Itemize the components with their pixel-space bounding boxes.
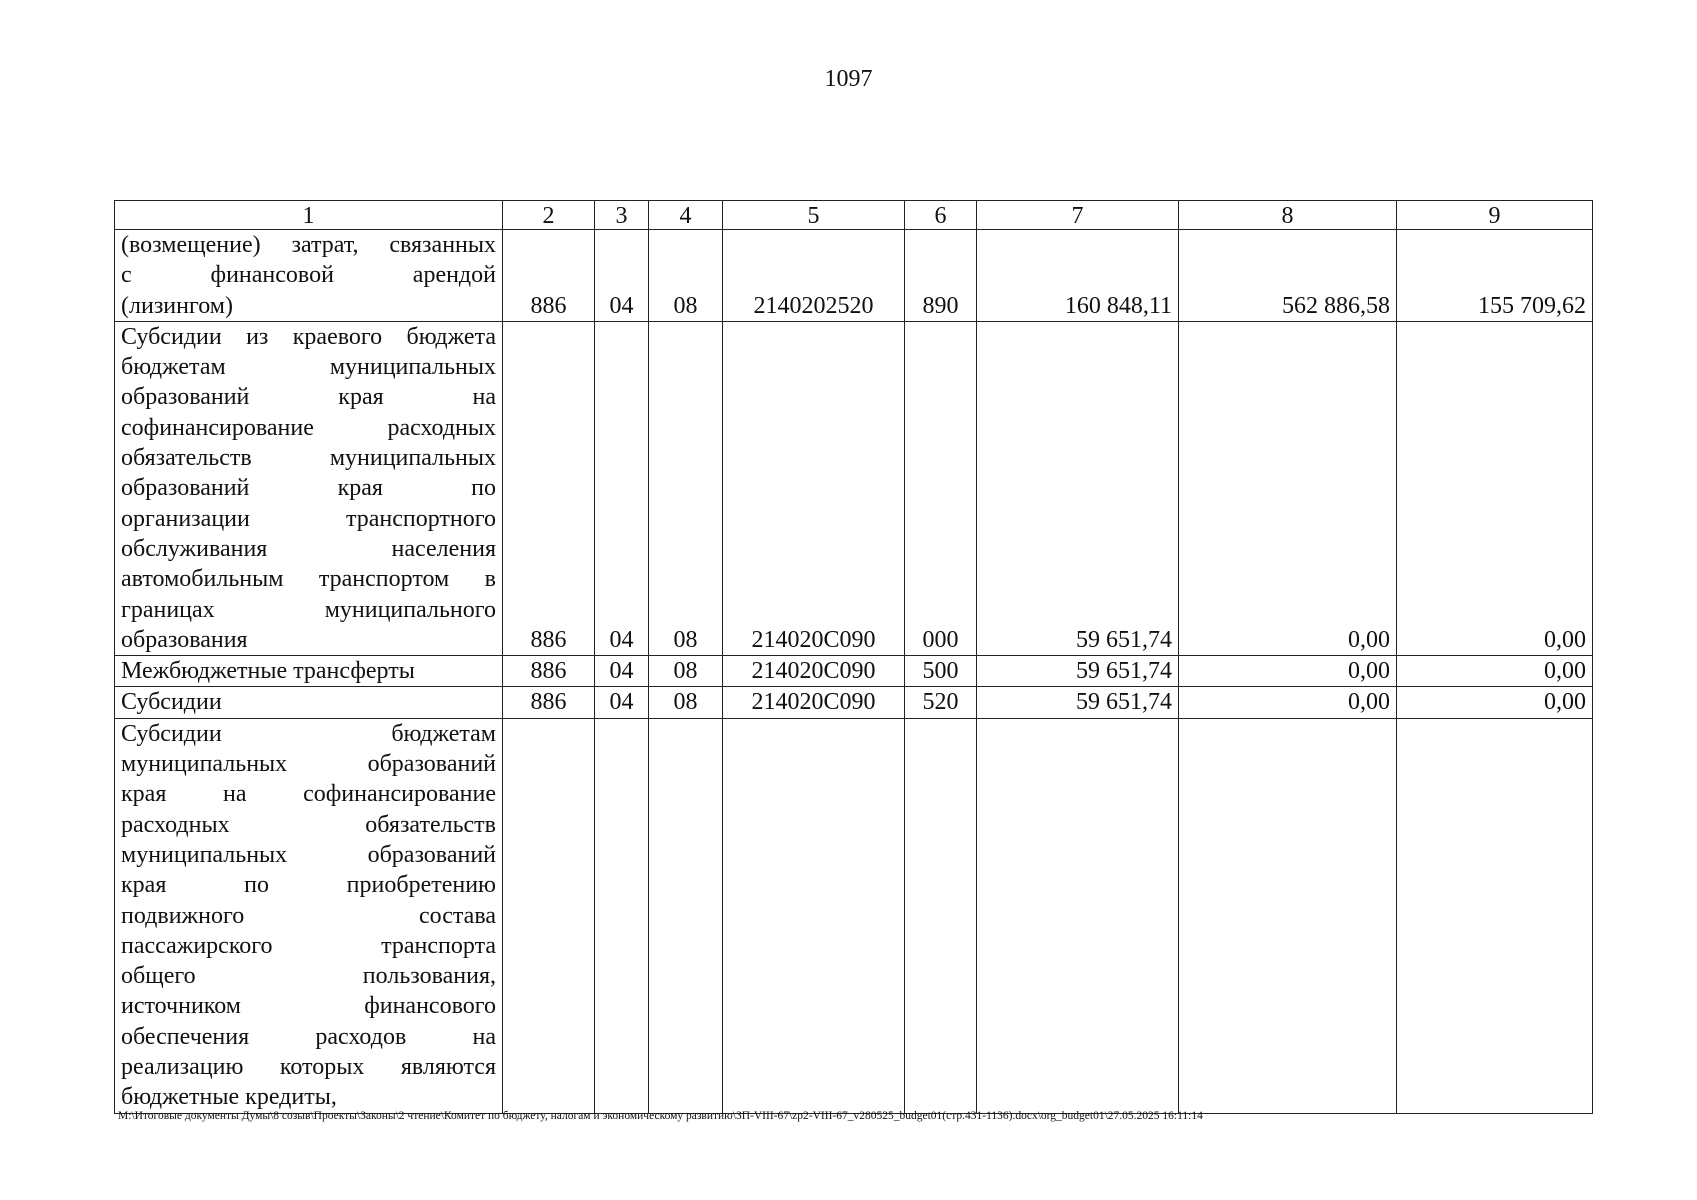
cell-subsection-code: 08 [649,230,723,322]
cell-target-article: 214020С090 [723,687,905,718]
cell-amount-col7: 59 651,74 [977,656,1179,687]
cell-expense-type: 520 [905,687,977,718]
row-description [115,687,503,718]
cell-section-code: 04 [595,230,649,322]
description-line: образования [121,626,248,653]
table-row [115,230,1593,322]
table-row [115,718,1593,1113]
row-description [115,321,503,655]
description-line: автомобильным транспортом в [121,566,496,593]
row-description [115,230,503,322]
header-col-9: 9 [1397,201,1593,230]
cell-amount-col8: 562 886,58 [1179,230,1397,322]
description-line: пассажирского транспорта [121,932,496,959]
description-line: организации транспортного [121,505,496,532]
cell-ministry-code: 886 [503,687,595,718]
page-number: 1097 [824,66,873,92]
cell-amount-col7: 59 651,74 [977,321,1179,655]
budget-table [114,200,1593,1114]
cell-expense-type: 000 [905,321,977,655]
header-col-7: 7 [977,201,1179,230]
description-line: муниципальных образований [121,841,496,868]
description-line: образований края по [121,475,496,502]
cell-target-article: 2140202520 [723,230,905,322]
description-line: края на софинансирование [121,781,496,808]
description-line: Субсидии бюджетам [121,720,496,747]
description-line: обязательств муниципальных [121,445,496,472]
cell-ministry-code: 886 [503,321,595,655]
row-description [115,656,503,687]
cell-amount-col9: 0,00 [1397,687,1593,718]
description-line: с финансовой арендой [121,262,496,289]
table-row [115,656,1593,687]
cell-section-code: 04 [595,656,649,687]
description-line: софинансирование расходных [121,414,496,441]
description-line: Субсидии [121,689,222,716]
header-col-1: 1 [115,201,503,230]
cell-amount-col7: 59 651,74 [977,687,1179,718]
table-body [115,230,1593,1114]
header-col-6: 6 [905,201,977,230]
description-line: подвижного состава [121,902,496,929]
header-row [115,201,1593,230]
cell-expense-type: 890 [905,230,977,322]
cell-expense-type [905,718,977,1113]
description-line: границах муниципального [121,596,496,623]
cell-subsection-code: 08 [649,656,723,687]
description-line: обслуживания населения [121,535,496,562]
description-line: обеспечения расходов на [121,1023,496,1050]
description-line: расходных обязательств [121,811,496,838]
cell-section-code: 04 [595,321,649,655]
cell-subsection-code: 08 [649,321,723,655]
cell-amount-col7 [977,718,1179,1113]
cell-target-article: 214020С090 [723,656,905,687]
cell-ministry-code: 886 [503,230,595,322]
cell-expense-type: 500 [905,656,977,687]
description-line: источником финансового [121,993,496,1020]
row-description [115,718,503,1113]
header-col-8: 8 [1179,201,1397,230]
cell-amount-col9: 0,00 [1397,656,1593,687]
cell-target-article: 214020С090 [723,321,905,655]
cell-subsection-code: 08 [649,687,723,718]
description-line: общего пользования, [121,963,496,990]
header-col-3: 3 [595,201,649,230]
cell-section-code [595,718,649,1113]
cell-amount-col7: 160 848,11 [977,230,1179,322]
cell-ministry-code [503,718,595,1113]
cell-subsection-code [649,718,723,1113]
cell-amount-col9: 155 709,62 [1397,230,1593,322]
description-line: реализацию которых являются [121,1054,496,1081]
description-line: бюджетам муниципальных [121,354,496,381]
description-line: бюджетные кредиты, [121,1084,337,1111]
description-line: образований края на [121,384,496,411]
header-col-2: 2 [503,201,595,230]
cell-section-code: 04 [595,687,649,718]
description-line: муниципальных образований [121,751,496,778]
table-row [115,687,1593,718]
table-row [115,321,1593,655]
cell-amount-col8: 0,00 [1179,687,1397,718]
cell-amount-col8: 0,00 [1179,321,1397,655]
description-line: (возмещение) затрат, связанных [121,232,496,258]
description-line: Субсидии из краевого бюджета [121,323,496,350]
header-col-5: 5 [723,201,905,230]
cell-amount-col8 [1179,718,1397,1113]
header-col-4: 4 [649,201,723,230]
cell-amount-col9: 0,00 [1397,321,1593,655]
description-line: (лизингом) [121,292,233,319]
cell-amount-col8: 0,00 [1179,656,1397,687]
description-line: края по приобретению [121,872,496,899]
cell-target-article [723,718,905,1113]
cell-amount-col9 [1397,718,1593,1113]
footer-file-path: M:\Итоговые документы Думы\8 созыв\Проекты\Законы\2 чтение\Комитет по бюджету, налогам и экономическому развитию\ЗП-VIII-67\zp2-VIII-67_v280525_budget01(стр.431-1136).docx\org_budget01\27.05.2025 16:11:14 [118,1110,1203,1122]
cell-ministry-code: 886 [503,656,595,687]
description-line: Межбюджетные трансферты [121,658,415,685]
